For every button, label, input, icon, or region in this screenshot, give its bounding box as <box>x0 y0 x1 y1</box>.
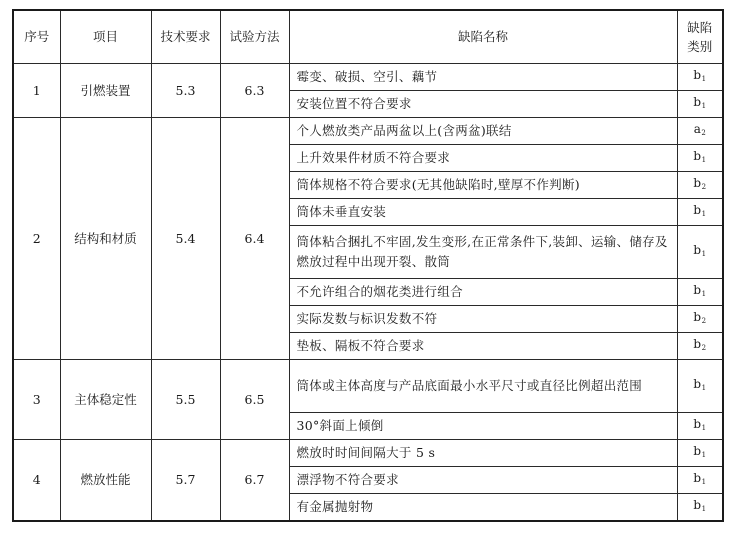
header-no: 序号 <box>13 10 60 64</box>
category-subscript: 1 <box>701 290 707 298</box>
table-row <box>13 440 723 467</box>
defect-category <box>677 145 723 172</box>
defect-name: 漂浮物不符合要求 <box>289 467 677 494</box>
defect-table <box>12 9 724 522</box>
group-item: 结构和材质 <box>60 118 151 360</box>
category-subscript: 1 <box>701 102 707 110</box>
header-defect-category-line2: 类别 <box>687 39 713 54</box>
defect-category <box>677 306 723 333</box>
category-letter: b <box>693 203 702 217</box>
defect-category <box>677 226 723 279</box>
category-subscript: 1 <box>701 75 707 83</box>
defect-category <box>677 199 723 226</box>
defect-category <box>677 118 723 145</box>
header-row <box>13 10 723 64</box>
table-row <box>13 118 723 145</box>
category-letter: b <box>693 471 702 485</box>
category-letter: b <box>693 95 702 109</box>
table-row <box>13 360 723 413</box>
defect-category <box>677 64 723 91</box>
header-defect-category <box>677 10 723 64</box>
defect-name: 有金属抛射物 <box>289 494 677 522</box>
defect-name: 垫板、隔板不符合要求 <box>289 333 677 360</box>
category-subscript: 1 <box>701 210 707 218</box>
defect-name: 筒体规格不符合要求(无其他缺陷时,壁厚不作判断) <box>289 172 677 199</box>
defect-category <box>677 91 723 118</box>
category-letter: b <box>693 283 702 297</box>
defect-name: 30°斜面上倾倒 <box>289 413 677 440</box>
group-requirement: 5.3 <box>151 64 220 118</box>
header-defect-category-line1: 缺陷 <box>687 20 713 35</box>
defect-category <box>677 467 723 494</box>
header-item: 项目 <box>60 10 151 64</box>
defect-category <box>677 279 723 306</box>
group-requirement: 5.4 <box>151 118 220 360</box>
category-subscript: 1 <box>701 451 707 459</box>
defect-name: 安装位置不符合要求 <box>289 91 677 118</box>
category-subscript: 2 <box>701 129 706 137</box>
defect-name: 筒体未垂直安装 <box>289 199 677 226</box>
group-item: 燃放性能 <box>60 440 151 522</box>
group-test-method: 6.5 <box>220 360 289 440</box>
category-letter: b <box>693 417 702 431</box>
group-no: 1 <box>13 64 60 118</box>
group-test-method: 6.3 <box>220 64 289 118</box>
group-item: 主体稳定性 <box>60 360 151 440</box>
group-requirement: 5.7 <box>151 440 220 522</box>
category-letter: b <box>693 149 702 163</box>
category-letter: a <box>693 122 701 136</box>
category-subscript: 2 <box>701 344 707 352</box>
category-subscript: 1 <box>701 424 707 432</box>
defect-category <box>677 360 723 413</box>
category-letter: b <box>693 498 702 512</box>
defect-name: 筒体或主体高度与产品底面最小水平尺寸或直径比例超出范围 <box>289 360 677 413</box>
category-subscript: 1 <box>701 478 707 486</box>
defect-name: 燃放时时间间隔大于 5 s <box>289 440 677 467</box>
defect-category <box>677 333 723 360</box>
category-subscript: 1 <box>701 384 707 392</box>
defect-name: 实际发数与标识发数不符 <box>289 306 677 333</box>
group-test-method: 6.4 <box>220 118 289 360</box>
defect-category <box>677 172 723 199</box>
header-requirement: 技术要求 <box>151 10 220 64</box>
category-letter: b <box>693 444 702 458</box>
defect-name: 霉变、破损、空引、藕节 <box>289 64 677 91</box>
defect-category <box>677 440 723 467</box>
group-no: 2 <box>13 118 60 360</box>
group-item: 引燃装置 <box>60 64 151 118</box>
defect-name: 个人燃放类产品两盆以上(含两盆)联结 <box>289 118 677 145</box>
header-test-method: 试验方法 <box>220 10 289 64</box>
category-letter: b <box>693 176 702 190</box>
defect-category <box>677 413 723 440</box>
table-row <box>13 64 723 91</box>
category-letter: b <box>693 68 702 82</box>
defect-name: 筒体粘合捆扎不牢固,发生变形,在正常条件下,装卸、运输、储存及燃放过程中出现开裂、散筒 <box>289 226 677 279</box>
category-subscript: 1 <box>701 505 707 513</box>
group-test-method: 6.7 <box>220 440 289 522</box>
group-requirement: 5.5 <box>151 360 220 440</box>
category-subscript: 2 <box>701 317 707 325</box>
category-subscript: 2 <box>701 183 707 191</box>
header-defect-name: 缺陷名称 <box>289 10 677 64</box>
category-letter: b <box>693 377 702 391</box>
category-letter: b <box>693 243 702 257</box>
defect-name: 上升效果件材质不符合要求 <box>289 145 677 172</box>
defect-name: 不允许组合的烟花类进行组合 <box>289 279 677 306</box>
category-subscript: 1 <box>701 156 707 164</box>
category-letter: b <box>693 310 702 324</box>
defect-category <box>677 494 723 522</box>
category-letter: b <box>693 337 702 351</box>
group-no: 3 <box>13 360 60 440</box>
category-subscript: 1 <box>701 250 707 258</box>
group-no: 4 <box>13 440 60 522</box>
